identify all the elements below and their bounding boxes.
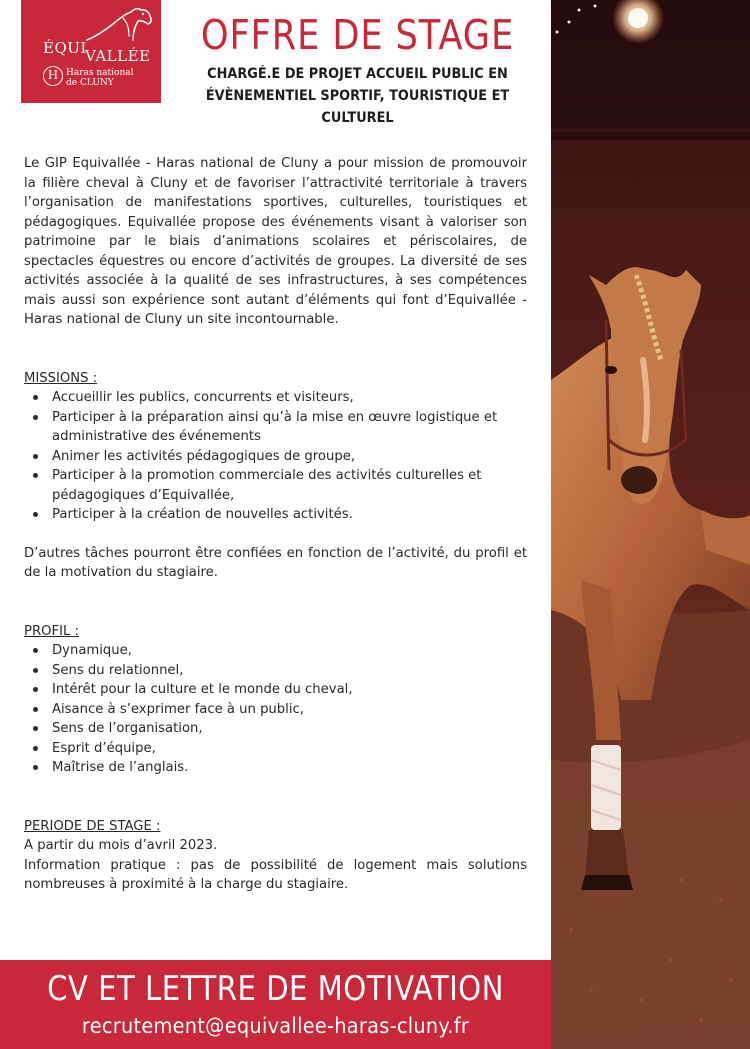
application-footer bbox=[0, 960, 551, 1049]
profil-item: Sens de l’organisation, bbox=[24, 719, 527, 739]
equivallee-logo bbox=[21, 0, 161, 103]
profil-item: Esprit d’équipe, bbox=[24, 739, 527, 759]
missions-item: Participer à la préparation ainsi qu’à la mise en œuvre logistique et administrative des événements bbox=[24, 408, 527, 447]
profil-item: Sens du relationnel, bbox=[24, 661, 527, 681]
horse-photo-illustration bbox=[551, 0, 750, 1049]
missions-item: Participer à la promotion commerciale des activités culturelles et pédagogiques d’Equivallée, bbox=[24, 466, 527, 505]
footer-title: CV ET LETTRE DE MOTIVATION bbox=[47, 969, 504, 1009]
logo-haras-text bbox=[66, 68, 160, 88]
logo-brand-line2: VALLÉE bbox=[85, 47, 151, 65]
logo-haras-line2: de CLUNY bbox=[66, 78, 114, 88]
missions-list bbox=[24, 388, 527, 525]
horse-head-icon bbox=[83, 6, 155, 44]
profil-item: Dynamique, bbox=[24, 641, 527, 661]
periode-info: Information pratique : pas de possibilité de logement mais solutions nombreuses à proximité à la charge du stagiaire. bbox=[24, 857, 527, 892]
missions-item: Accueillir les publics, concurrents et visiteurs, bbox=[24, 388, 527, 408]
periode-start: A partir du mois d’avril 2023. bbox=[24, 838, 218, 853]
logo-haras-line1: Haras national bbox=[66, 68, 134, 78]
job-subtitle-line1: CHARGÉ.E DE PROJET ACCUEIL PUBLIC EN bbox=[207, 66, 508, 82]
profil-item: Aisance à s’exprimer face à un public, bbox=[24, 700, 527, 720]
job-subtitle-line2: ÉVÈNEMENTIEL SPORTIF, TOURISTIQUE ET CULTUREL bbox=[205, 88, 510, 126]
missions-note: D’autres tâches pourront être confiées en fonction de l’activité, du profil et de la motivation du stagiaire. bbox=[24, 545, 527, 580]
profil-list bbox=[24, 641, 527, 778]
missions-item: Animer les activités pédagogiques de groupe, bbox=[24, 447, 527, 467]
profil-item: Intérêt pour la culture et le monde du cheval, bbox=[24, 680, 527, 700]
missions-heading: MISSIONS : bbox=[24, 370, 98, 386]
profil-heading: PROFIL : bbox=[24, 623, 79, 639]
contact-email-link[interactable]: recrutement@equivallee-haras-cluny.fr bbox=[81, 1014, 470, 1038]
missions-item: Participer à la création de nouvelles activités. bbox=[24, 505, 527, 525]
page-title: OFFRE DE STAGE bbox=[200, 11, 515, 59]
h-circle-icon: H bbox=[43, 66, 63, 86]
offer-content bbox=[24, 154, 527, 895]
horse-photo bbox=[551, 0, 750, 1049]
logo-brand-line1: ÉQUI bbox=[43, 39, 87, 57]
periode-heading: PERIODE DE STAGE : bbox=[24, 818, 161, 834]
job-subtitle bbox=[176, 63, 539, 129]
profil-item: Maîtrise de l’anglais. bbox=[24, 758, 527, 778]
intro-paragraph: Le GIP Equivallée - Haras national de Cluny a pour mission de promouvoir la filière cheval à Cluny et de favoriser l’attractivité territoriale à travers l’organisation de manifestations sportives, culturelles, touristiques et pédagogiques. Equivallée propose des événements visant à valoriser son patrimoine par le biais d’animations scolaires et périscolaires, de spectacles équestres ou encore d’activités de groupes. La diversité de ses activités associée à la qualité de ses infrastructures, à ses compétences mais aussi son expérience sont autant d’éléments qui font d’Equivallée - Haras national de Cluny un site incontournable. bbox=[24, 156, 527, 327]
